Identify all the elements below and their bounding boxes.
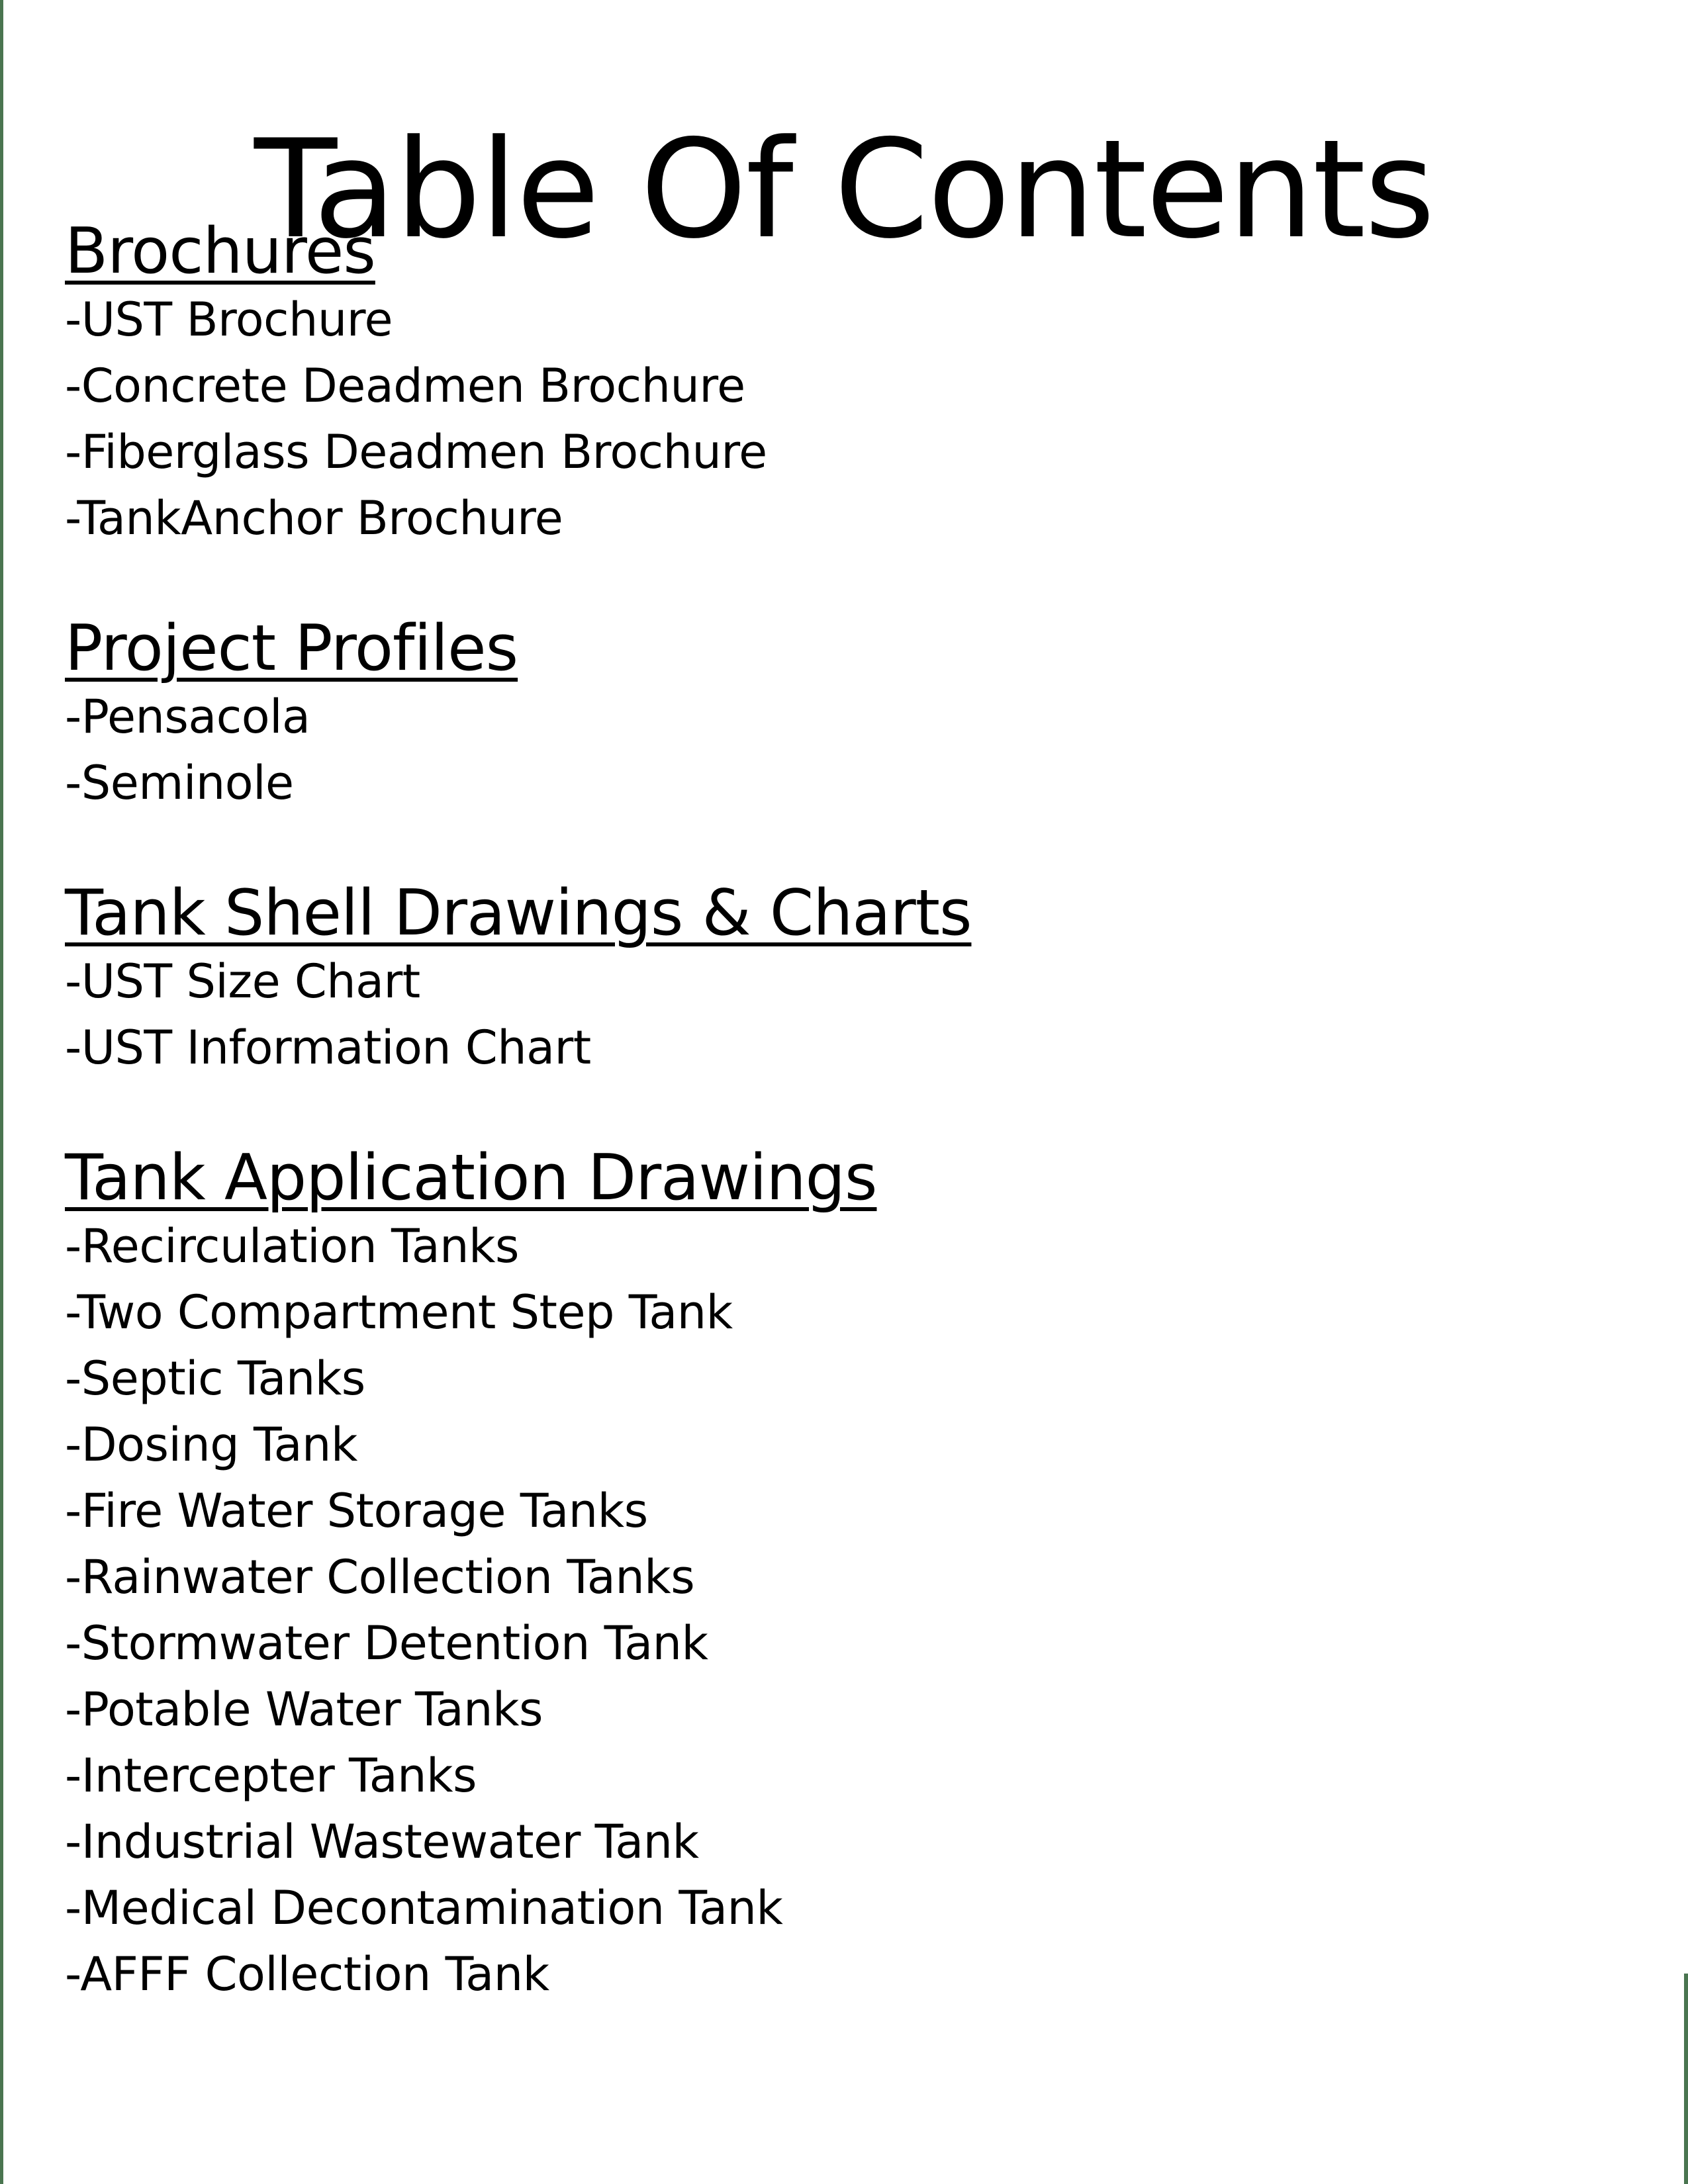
section-heading: Tank Shell Drawings & Charts [65,877,972,950]
toc-item[interactable]: -Two Compartment Step Tank [65,1285,733,1340]
toc-item[interactable]: -AFFF Collection Tank [65,1947,549,2001]
section-brochures [65,215,767,551]
section-heading: Project Profiles [65,612,518,685]
page-title: Table Of Contents [254,111,1434,269]
right-accent-bar [1684,1974,1688,2184]
left-accent-bar [0,0,3,2184]
toc-item[interactable]: -Medical Decontamination Tank [65,1881,783,1935]
section-tank-shell-drawings [65,877,971,1081]
toc-item[interactable]: -Pensacola [65,690,310,744]
toc-item[interactable]: -Rainwater Collection Tanks [65,1550,695,1604]
toc-item[interactable]: -Septic Tanks [65,1351,365,1406]
section-project-profiles [65,612,518,816]
toc-item[interactable]: -Intercepter Tanks [65,1749,477,1803]
toc-item[interactable]: -UST Brochure [65,293,393,347]
toc-item[interactable]: -Dosing Tank [65,1418,357,1472]
section-tank-application-drawings [65,1142,876,2007]
toc-item[interactable]: -UST Size Chart [65,954,420,1009]
toc-item[interactable]: -UST Information Chart [65,1021,591,1075]
section-heading: Brochures [65,215,375,288]
toc-item[interactable]: -Industrial Wastewater Tank [65,1815,699,1869]
toc-item[interactable]: -Concrete Deadmen Brochure [65,359,745,413]
section-heading: Tank Application Drawings [65,1142,877,1214]
toc-item[interactable]: -Fire Water Storage Tanks [65,1484,648,1538]
toc-item[interactable]: -Seminole [65,756,294,810]
toc-item[interactable]: -TankAnchor Brochure [65,491,563,545]
toc-item[interactable]: -Fiberglass Deadmen Brochure [65,425,767,479]
toc-item[interactable]: -Potable Water Tanks [65,1682,543,1737]
toc-item[interactable]: -Recirculation Tanks [65,1219,519,1273]
toc-item[interactable]: -Stormwater Detention Tank [65,1616,708,1670]
